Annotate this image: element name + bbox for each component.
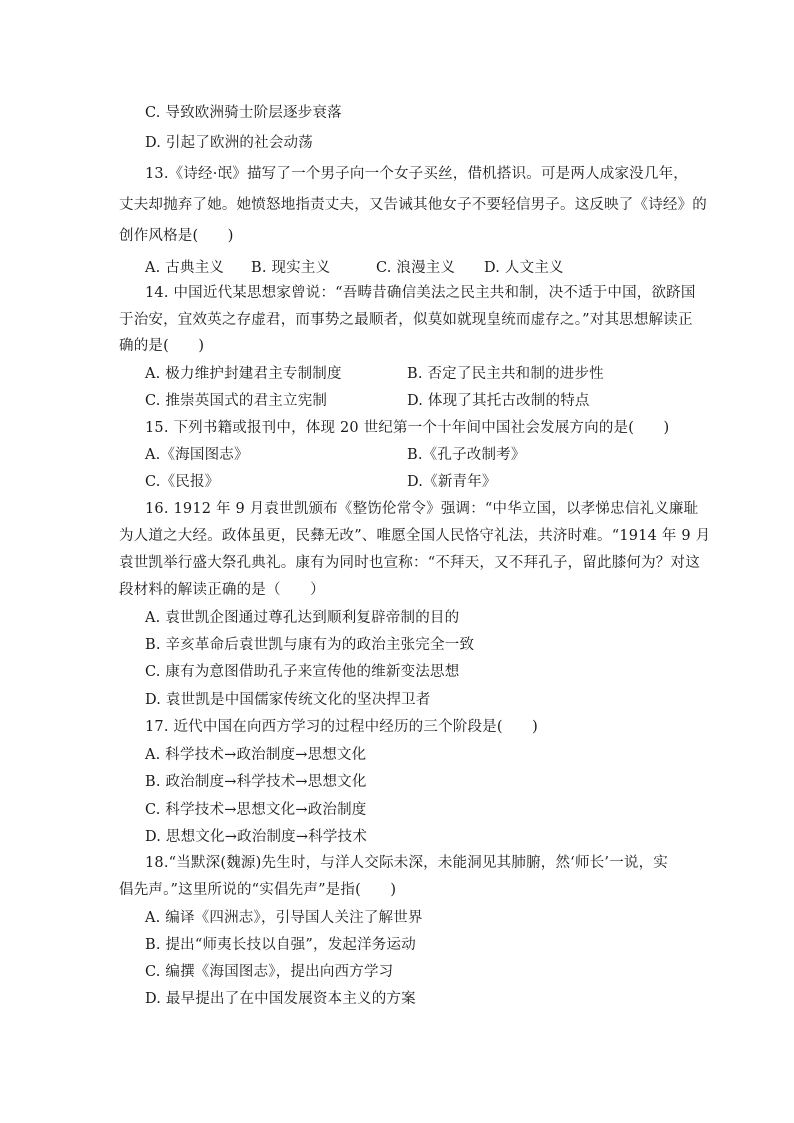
q18-option-c: C. 编撰《海国图志》，提出向西方学习 [145, 964, 394, 980]
q16-option-c: C. 康有为意图借助孔子来宣传他的维新变法思想 [145, 664, 460, 680]
q16-option-b: B. 辛亥革命后袁世凯与康有为的政治主张完全一致 [145, 637, 475, 653]
q17-stem: 17. 近代中国在向西方学习的过程中经历的三个阶段是( ) [145, 719, 538, 735]
q17-option-a: A. 科学技术→政治制度→思想文化 [145, 747, 367, 763]
q15-option-b: B.《孔子改制考》 [407, 447, 526, 463]
q13-stem-line-1: 13.《诗经·氓》描写了一个男子向一个女子买丝，借机搭识。可是两人成家没几年， [145, 166, 688, 182]
q13-option-a: A. 古典主义 [145, 260, 225, 276]
q16-stem-line-3: 袁世凯举行盛大祭孔典礼。康有为同时也宣称：“不拜天，又不拜孔子，留此膝何为？对这 [119, 555, 700, 571]
q18-stem-line-1: 18.“当默深(魏源)先生时，与洋人交际未深，未能洞见其肺腑，然‘师长’一说，实 [145, 855, 669, 871]
q18-option-a: A. 编译《四洲志》，引导国人关注了解世界 [145, 910, 423, 926]
q12-option-c: C. 导致欧洲骑士阶层逐步衰落 [145, 105, 342, 121]
q15-option-c: C.《民报》 [145, 474, 220, 490]
q14-option-c: C. 推崇英国式的君主立宪制 [145, 393, 328, 409]
q17-option-d: D. 思想文化→政治制度→科学技术 [145, 829, 368, 845]
q13-stem-line-2: 丈夫却抛弃了她。她愤怒地指责丈夫，又告诫其他女子不要轻信男子。这反映了《诗经》的 [119, 197, 707, 213]
q15-stem: 15. 下列书籍或报刊中，体现 20 世纪第一个十年间中国社会发展方向的是( ) [145, 420, 670, 436]
q13-stem-line-3: 创作风格是( ) [119, 228, 234, 244]
q18-option-d: D. 最早提出了在中国发展资本主义的方案 [145, 991, 416, 1007]
q13-option-b: B. 现实主义 [251, 260, 331, 276]
q16-stem-line-1: 16. 1912 年 9 月袁世凯颁布《整饬伦常令》强调：“中华立国，以孝悌忠信礼义廉耻 [145, 501, 699, 517]
q18-stem-line-2: 倡先声。”这里所说的“实倡先声”是指( ) [119, 882, 397, 898]
q14-stem-line-2: 于治安，宜效英之存虚君，而事势之最顺者，似莫如就现皇统而虚存之。”对其思想解读正 [119, 312, 693, 328]
q17-option-b: B. 政治制度→科学技术→思想文化 [145, 774, 367, 790]
q16-stem-line-2: 为人道之大经。政体虽更，民彝无改”、唯愿全国人民恪守礼法，共济时难。“1914 年 9 月 [119, 528, 711, 544]
q16-stem-line-4: 段材料的解读正确的是（ ） [119, 582, 325, 598]
q15-option-d: D.《新青年》 [407, 474, 497, 490]
q13-option-c: C. 浪漫主义 [376, 260, 456, 276]
q16-option-d: D. 袁世凯是中国儒家传统文化的坚决捍卫者 [145, 692, 431, 708]
q17-option-c: C. 科学技术→思想文化→政治制度 [145, 802, 367, 818]
q14-stem-line-3: 确的是( ) [119, 338, 205, 354]
q18-option-b: B. 提出“师夷长技以自强”，发起洋务运动 [145, 937, 416, 953]
q13-option-d: D. 人文主义 [484, 260, 564, 276]
q15-option-a: A.《海国图志》 [145, 447, 249, 463]
q14-option-b: B. 否定了民主共和制的进步性 [407, 366, 604, 382]
q14-option-a: A. 极力维护封建君主专制制度 [145, 366, 342, 382]
q12-option-d: D. 引起了欧洲的社会动荡 [145, 135, 313, 151]
q16-option-a: A. 袁世凯企图通过尊孔达到顺利复辟帝制的目的 [145, 610, 460, 626]
q14-option-d: D. 体现了其托古改制的特点 [407, 393, 590, 409]
q14-stem-line-1: 14. 中国近代某思想家曾说：“吾畴昔确信美法之民主共和制，决不适于中国，欲跻国 [145, 285, 696, 301]
